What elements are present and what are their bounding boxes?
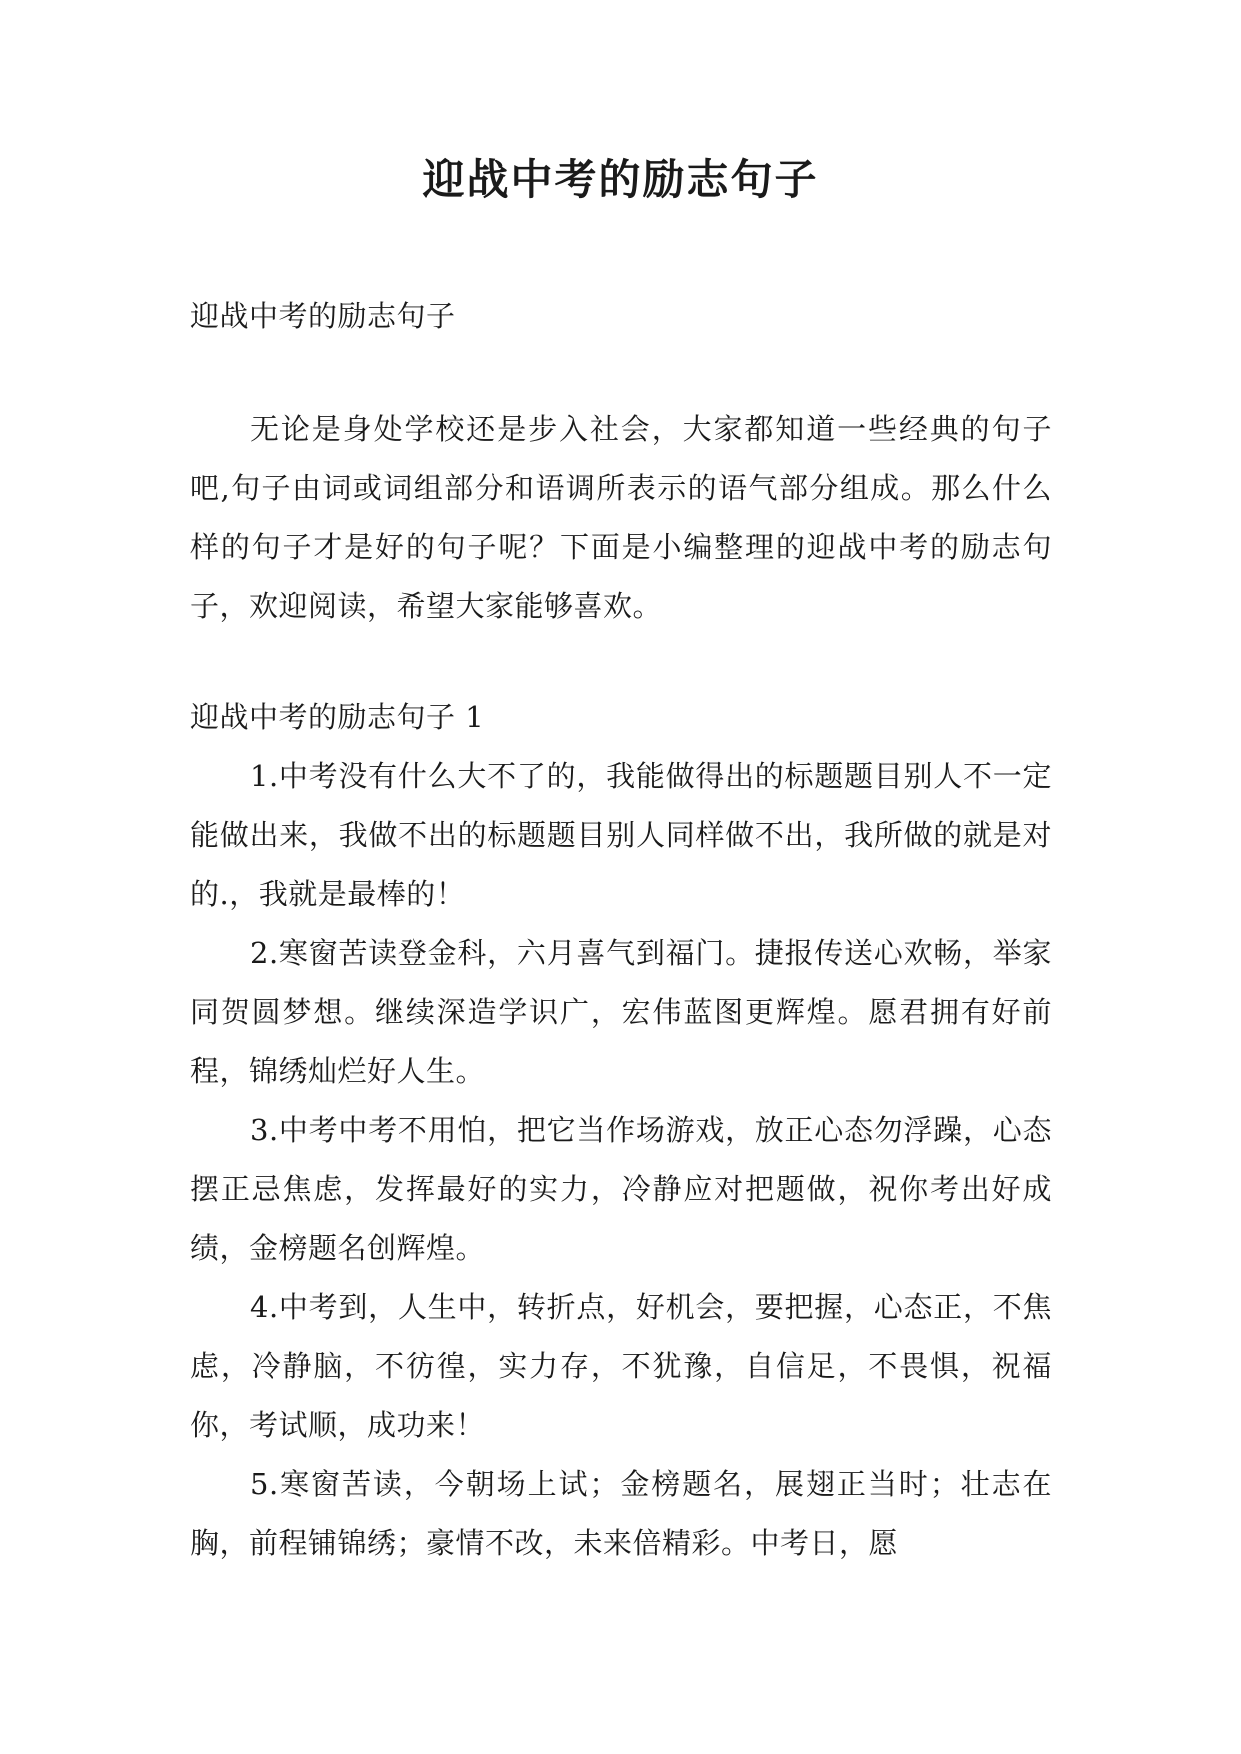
document-title: 迎战中考的励志句子 xyxy=(422,155,819,204)
intro-paragraph: 无论是身处学校还是步入社会，大家都知道一些经典的句子吧,句子由词或词组部分和语调所表示的语气部分组成。那么什么样的句子才是好的句子呢？下面是小编整理的迎战中考的励志句子，欢迎阅读，希望大家能够喜欢。 xyxy=(190,412,1052,623)
paragraph-spacer xyxy=(190,346,1052,400)
list-item: 3.中考中考不用怕，把它当作场游戏，放正心态勿浮躁，心态摆正忌焦虑，发挥最好的实力，冷静应对把题做，祝你考出好成绩，金榜题名创辉煌。 xyxy=(190,1113,1052,1265)
list-item: 1.中考没有什么大不了的，我能做得出的标题题目别人不一定能做出来，我做不出的标题题目别人同样做不出，我所做的就是对的.，我就是最棒的！ xyxy=(190,759,1052,911)
document-subtitle: 迎战中考的励志句子 xyxy=(190,299,456,333)
section-heading: 迎战中考的励志句子 1 xyxy=(190,700,485,734)
list-item: 2.寒窗苦读登金科，六月喜气到福门。捷报传送心欢畅，举家同贺圆梦想。继续深造学识广，宏伟蓝图更辉煌。愿君拥有好前程，锦绣灿烂好人生。 xyxy=(190,936,1052,1088)
document-body xyxy=(190,287,1052,1573)
paragraph-spacer xyxy=(190,636,1052,688)
list-item: 5.寒窗苦读，今朝场上试；金榜题名，展翅正当时；壮志在胸，前程铺锦绣；豪情不改，未来倍精彩。中考日，愿 xyxy=(190,1467,1052,1560)
list-item: 4.中考到，人生中，转折点，好机会，要把握，心态正，不焦虑，冷静脑，不彷徨，实力存，不犹豫，自信足，不畏惧，祝福你，考试顺，成功来！ xyxy=(190,1290,1052,1442)
